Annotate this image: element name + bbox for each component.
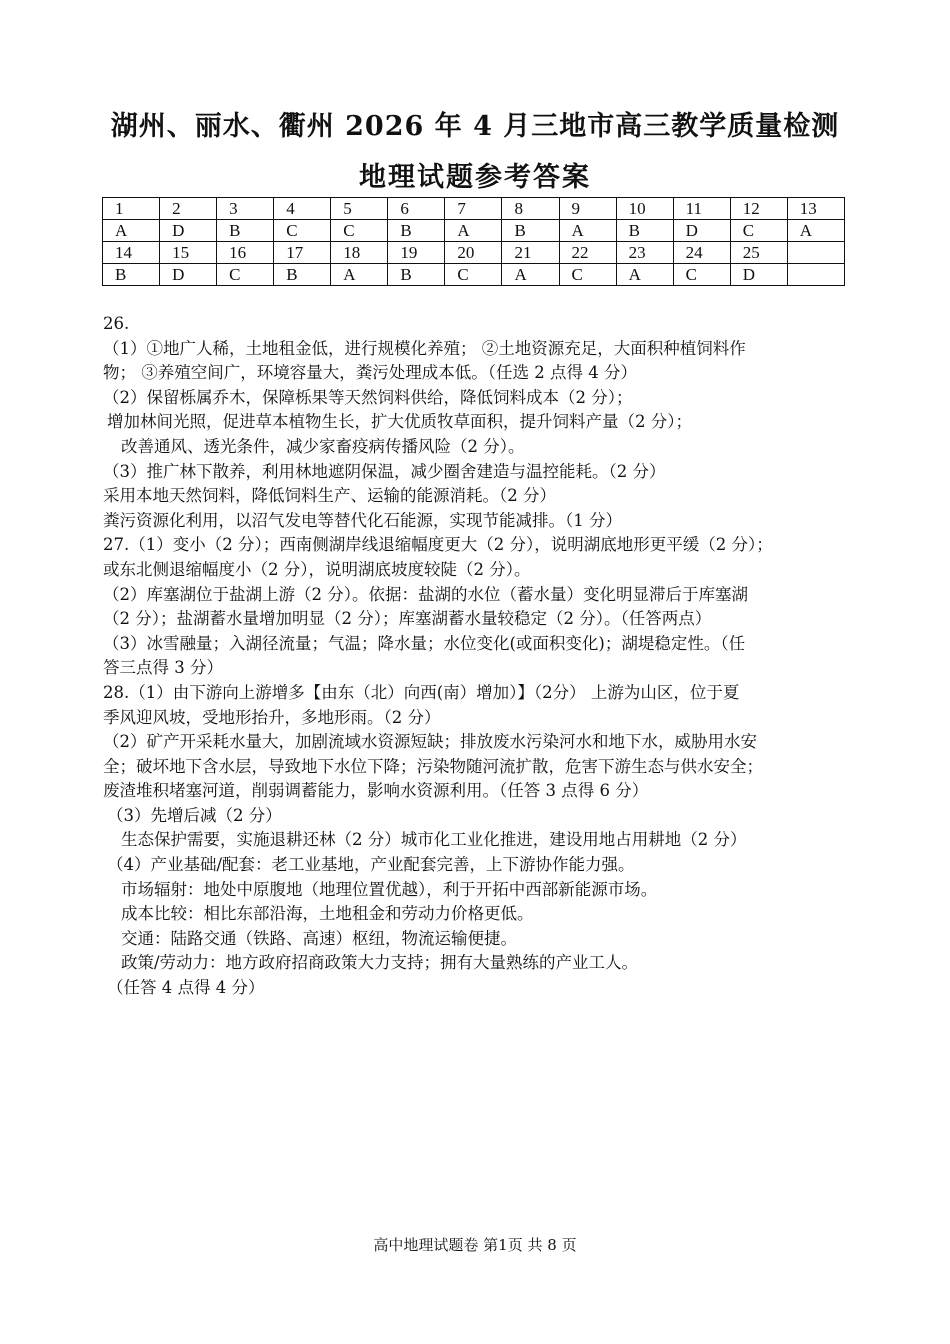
table-cell: 18 [331, 242, 388, 264]
answer-line: （3）推广林下散养，利用林地遮阴保温，减少圈舍建造与温控能耗。（2 分） [103, 461, 666, 481]
answer-text-block [103, 312, 853, 1001]
table-cell: 20 [445, 242, 502, 264]
table-cell: A [103, 220, 160, 242]
table-cell: 6 [388, 198, 445, 220]
table-cell: 21 [502, 242, 559, 264]
answer-line: 增加林间光照，促进草本植物生长，扩大优质牧草面积，提升饲料产量（2 分）； [107, 412, 692, 432]
answer-line: 废渣堆积堵塞河道，削弱调蓄能力，影响水资源利用。（任答 3 点得 6 分） [103, 781, 649, 801]
table-cell: B [502, 220, 559, 242]
table-cell: 14 [103, 242, 160, 264]
answer-line: 市场辐射：地处中原腹地（地理位置优越），利于开拓中西部新能源市场。 [121, 879, 658, 899]
answer-line: （2）矿产开采耗水量大，加剧流域水资源短缺；排放废水污染河水和地下水，威胁用水安 [103, 732, 757, 752]
answer-line: 季风迎风坡，受地形抬升，多地形雨。（2 分） [103, 707, 441, 727]
table-cell: B [274, 264, 331, 286]
table-cell: C [559, 264, 616, 286]
answer-line: （2）库塞湖位于盐湖上游（2 分）。依据：盐湖的水位（蓄水量）变化明显滞后于库塞湖 [103, 584, 748, 604]
answer-line: 交通：陆路交通（铁路、高速）枢纽，物流运输便捷。 [121, 928, 517, 948]
answer-line: 生态保护需要，实施退耕还林（2 分）城市化工业化推进，建设用地占用耕地（2 分） [121, 830, 747, 850]
table-cell: 13 [787, 198, 844, 220]
table-cell: 19 [388, 242, 445, 264]
answer-line: 全；破坏地下含水层，导致地下水位下降；污染物随河流扩散，危害下游生态与供水安全； [103, 756, 763, 776]
table-cell: 7 [445, 198, 502, 220]
table-cell: 22 [559, 242, 616, 264]
table-cell: 10 [616, 198, 673, 220]
table-cell: 1 [103, 198, 160, 220]
page-footer: 高中地理试题卷 第1页 共 8 页 [373, 1236, 577, 1254]
answer-line: 28.（1）由下游向上游增多【由东（北）向西(南）增加）】（2分） 上游为山区，位于夏 [103, 682, 740, 702]
table-cell: 17 [274, 242, 331, 264]
table-cell: D [160, 264, 217, 286]
table-cell: 23 [616, 242, 673, 264]
table-cell: A [331, 264, 388, 286]
table-cell: 5 [331, 198, 388, 220]
answer-line: 27.（1）变小（2 分）；西南侧湖岸线退缩幅度更大（2 分），说明湖底地形更平缓（2 分）； [103, 535, 773, 555]
table-cell: C [331, 220, 388, 242]
table-cell: 2 [160, 198, 217, 220]
answer-line: （3）先增后减（2 分） [107, 805, 282, 825]
page-subtitle: 地理试题参考答案 [359, 162, 591, 193]
table-cell: 16 [217, 242, 274, 264]
table-cell: C [274, 220, 331, 242]
answer-line: 答三点得 3 分） [103, 658, 223, 678]
table-row [103, 264, 845, 286]
table-cell: D [673, 220, 730, 242]
table-row [103, 198, 845, 220]
table-cell: 24 [673, 242, 730, 264]
table-cell: 4 [274, 198, 331, 220]
table-cell: 25 [730, 242, 787, 264]
answer-line: （3）冰雪融量；入湖径流量；气温；降水量；水位变化(或面积变化)；湖堤稳定性。（任 [103, 633, 746, 653]
table-row [103, 242, 845, 264]
table-cell: 3 [217, 198, 274, 220]
answer-line: （1）①地广人稀，土地租金低，进行规模化养殖； ②土地资源充足，大面积种植饲料作 [103, 338, 746, 358]
answer-table [102, 197, 845, 286]
table-cell: C [673, 264, 730, 286]
table-cell [787, 242, 844, 264]
answer-line: 26. [103, 314, 130, 333]
table-cell: A [616, 264, 673, 286]
answer-line: 政策/劳动力：地方政府招商政策大力支持；拥有大量熟练的产业工人。 [121, 953, 639, 973]
table-cell: A [445, 220, 502, 242]
table-cell: B [217, 220, 274, 242]
table-cell: 8 [502, 198, 559, 220]
table-cell: 15 [160, 242, 217, 264]
answer-line: 采用本地天然饲料，降低饲料生产、运输的能源消耗。（2 分） [103, 486, 556, 506]
answer-line: 或东北侧退缩幅度小（2 分），说明湖底坡度较陡（2 分）。 [103, 559, 531, 579]
answer-line: （4）产业基础/配套：老工业基地，产业配套完善，上下游协作能力强。 [107, 855, 635, 875]
answer-line: 改善通风、透光条件，减少家畜疫病传播风险（2 分）。 [121, 436, 525, 456]
table-cell: A [502, 264, 559, 286]
table-cell: B [103, 264, 160, 286]
answer-line: （2 分）；盐湖蓄水量增加明显（2 分）；库塞湖蓄水量较稳定（2 分）。（任答两点） [103, 609, 712, 629]
table-row [103, 220, 845, 242]
table-cell: A [559, 220, 616, 242]
table-cell: C [217, 264, 274, 286]
table-cell: B [388, 264, 445, 286]
answer-line: （2）保留栎属乔木，保障栎果等天然饲料供给，降低饲料成本（2 分）； [103, 387, 633, 407]
table-cell: C [730, 220, 787, 242]
answer-line: 物； ③养殖空间广，环境容量大，粪污处理成本低。（任选 2 点得 4 分） [103, 363, 637, 383]
page-title: 湖州、丽水、衢州 2026 年 4 月三地市高三教学质量检测 [110, 111, 840, 142]
table-cell: B [388, 220, 445, 242]
table-cell: B [616, 220, 673, 242]
table-cell: D [730, 264, 787, 286]
table-cell: 11 [673, 198, 730, 220]
answer-line: 成本比较：相比东部沿海，土地租金和劳动力价格更低。 [121, 904, 534, 924]
table-cell: A [787, 220, 844, 242]
table-cell: 12 [730, 198, 787, 220]
table-cell: D [160, 220, 217, 242]
answer-line: （任答 4 点得 4 分） [107, 978, 265, 998]
table-cell: C [445, 264, 502, 286]
table-cell: 9 [559, 198, 616, 220]
answer-line: 粪污资源化利用，以沼气发电等替代化石能源，实现节能减排。（1 分） [103, 510, 622, 530]
table-cell [787, 264, 844, 286]
